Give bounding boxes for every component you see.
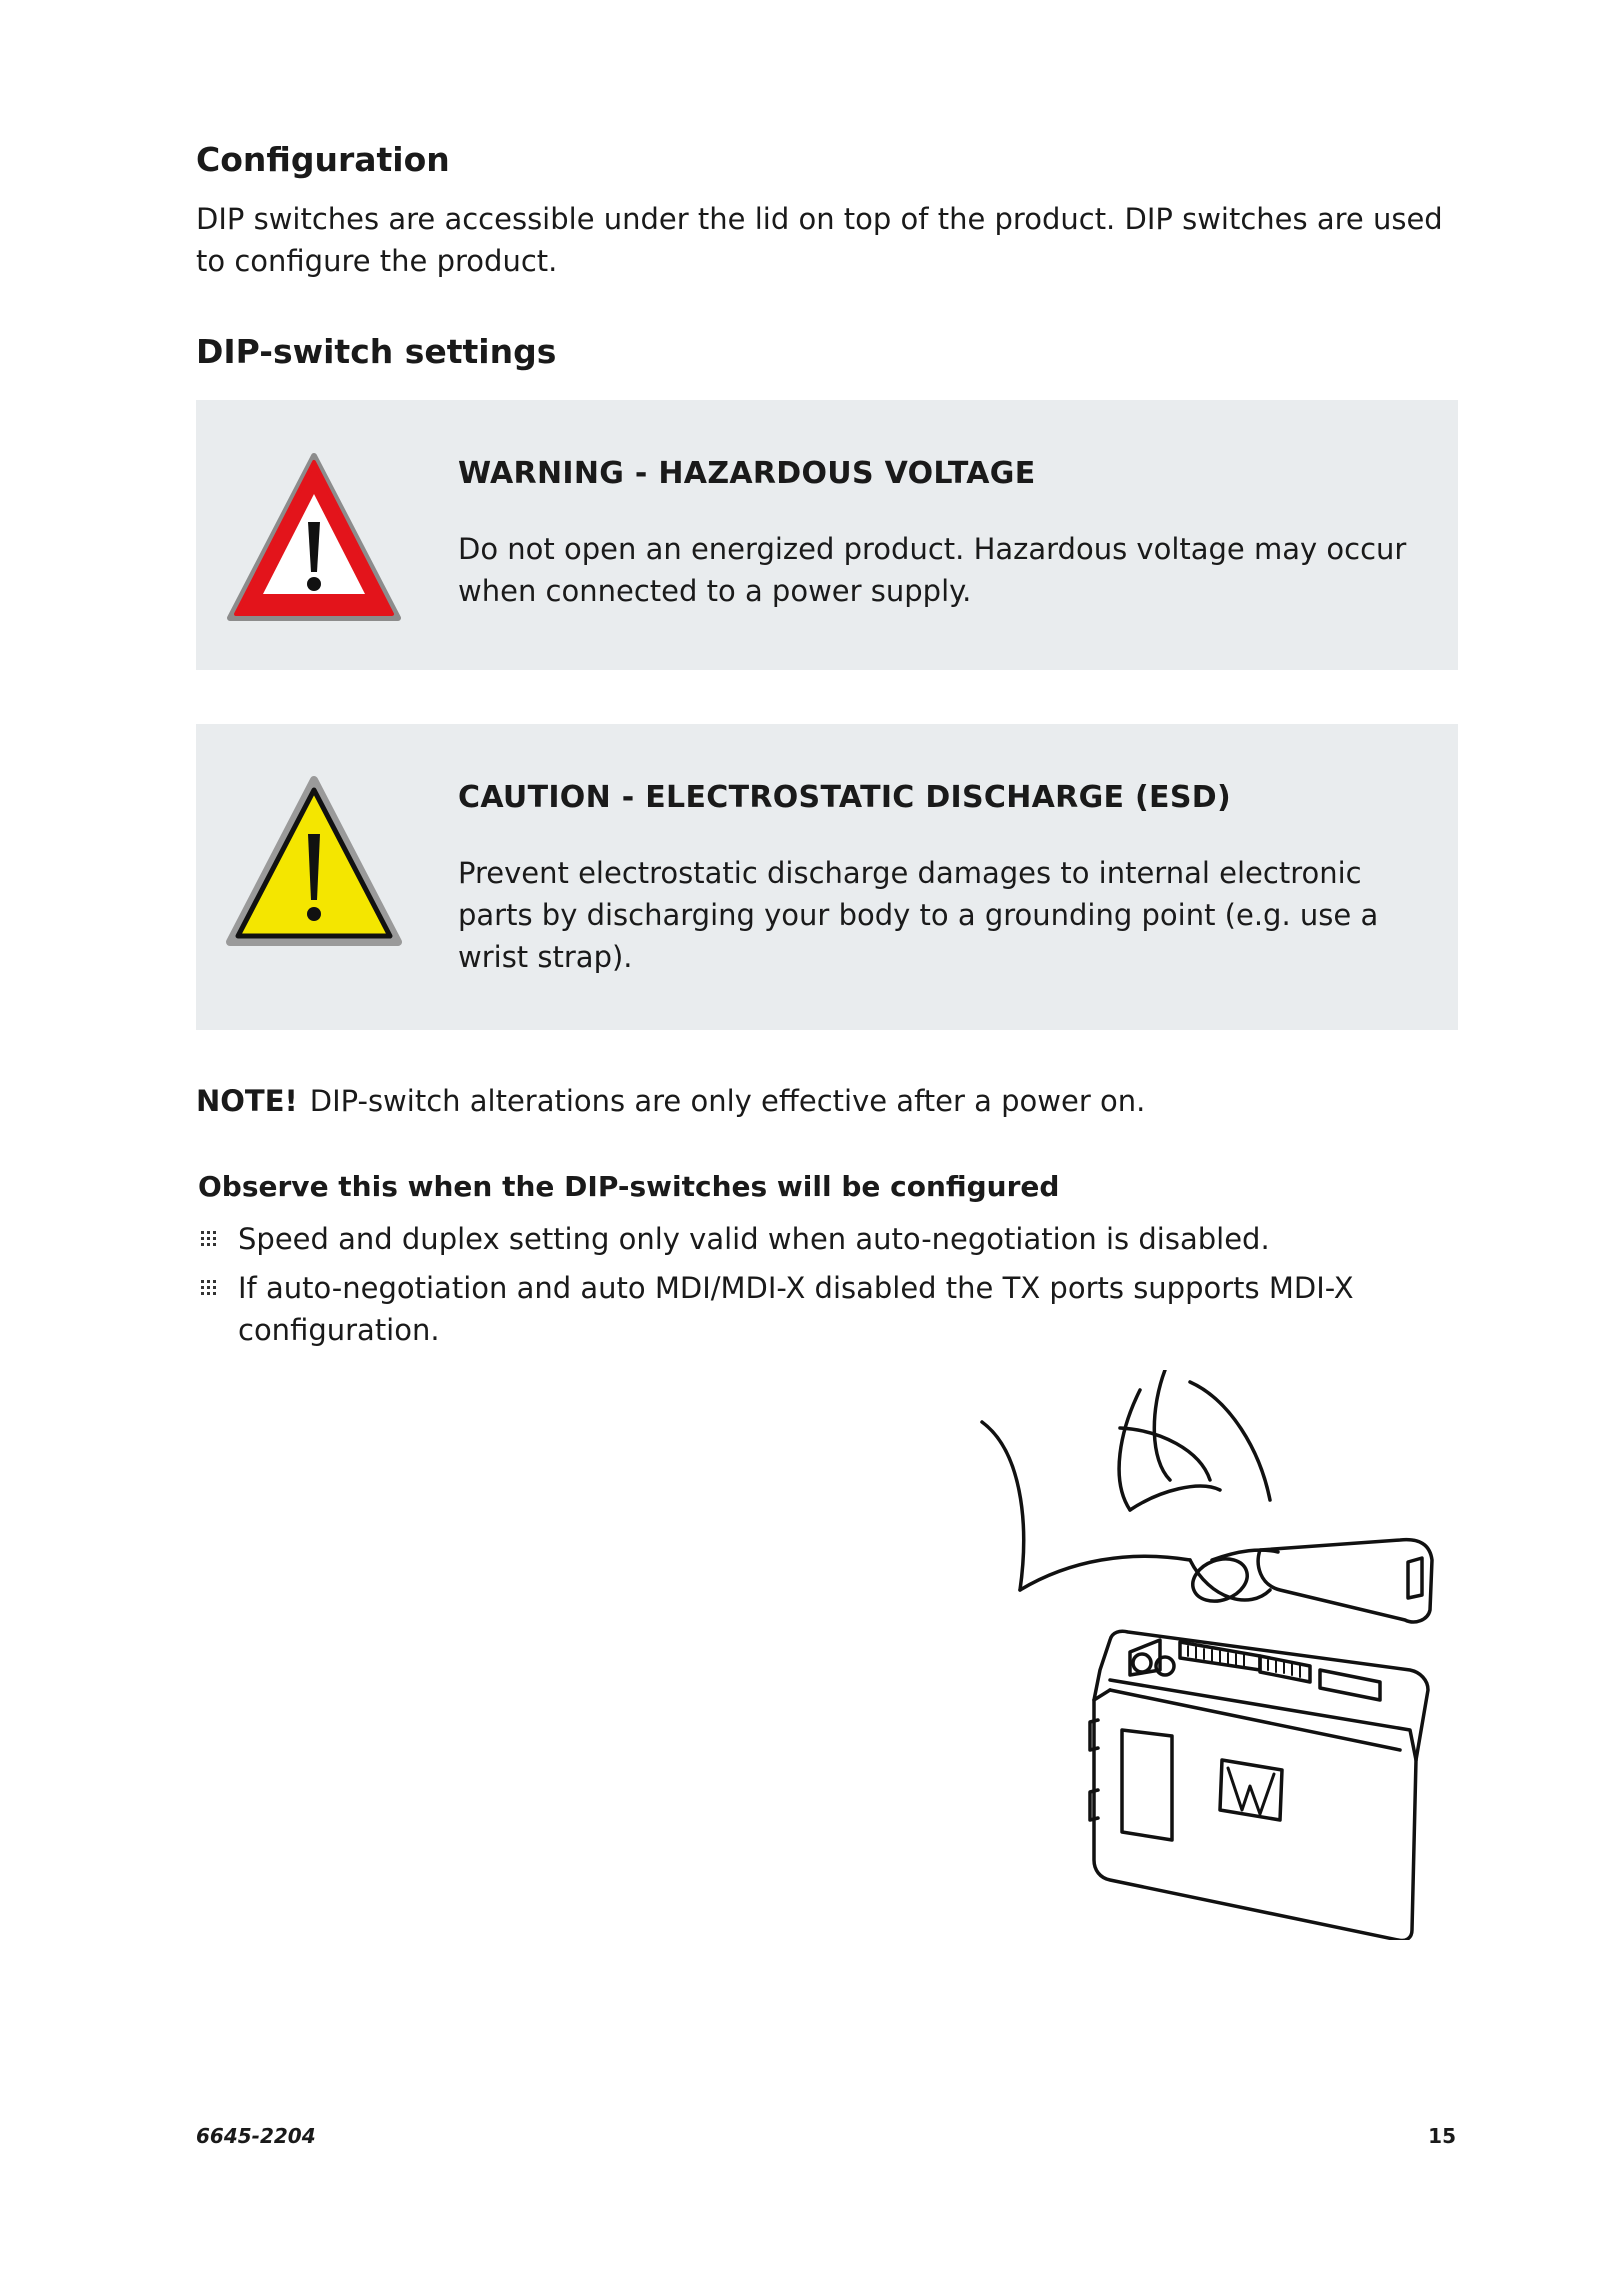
dot-grid-bullet-icon [200, 1279, 218, 1297]
warning-text: Do not open an energized product. Hazardous voltage may occur when connected to a power supply. [458, 532, 1407, 608]
footer-page-number: 15 [1428, 2124, 1456, 2148]
warning-title: WARNING - HAZARDOUS VOLTAGE [458, 456, 1036, 491]
list-item [200, 1218, 1430, 1260]
list-item-text: If auto-negotiation and auto MDI/MDI-X disabled the TX ports supports MDI-X configuration. [238, 1271, 1354, 1347]
observe-list [200, 1218, 1430, 1358]
caution-triangle-yellow-icon [224, 774, 404, 952]
footer-doc-code: 6645-2204 [196, 2124, 316, 2148]
dot-grid-bullet-icon [200, 1230, 218, 1248]
observe-heading: Observe this when the DIP-switches will be configured [198, 1170, 1060, 1203]
dip-settings-heading: DIP-switch settings [196, 332, 557, 371]
note-line [196, 1080, 1145, 1122]
caution-title: CAUTION - ELECTROSTATIC DISCHARGE (ESD) [458, 780, 1231, 815]
configuration-heading: Configuration [196, 140, 450, 179]
warning-box [196, 400, 1458, 670]
caution-text: Prevent electrostatic discharge damages to internal electronic parts by discharging your body to a grounding point (e.g. use a wrist strap). [458, 856, 1379, 974]
list-item-text: Speed and duplex setting only valid when auto-negotiation is disabled. [238, 1222, 1270, 1256]
caution-box [196, 724, 1458, 1030]
note-text: DIP-switch alterations are only effective after a power on. [309, 1084, 1146, 1118]
note-label: NOTE! [196, 1084, 298, 1118]
configuration-text: DIP switches are accessible under the lid on top of the product. DIP switches are used to configure the product. [196, 202, 1443, 278]
warning-triangle-red-icon [224, 450, 404, 628]
hand-opening-lid-illustration [960, 1370, 1480, 1940]
list-item [200, 1267, 1430, 1351]
